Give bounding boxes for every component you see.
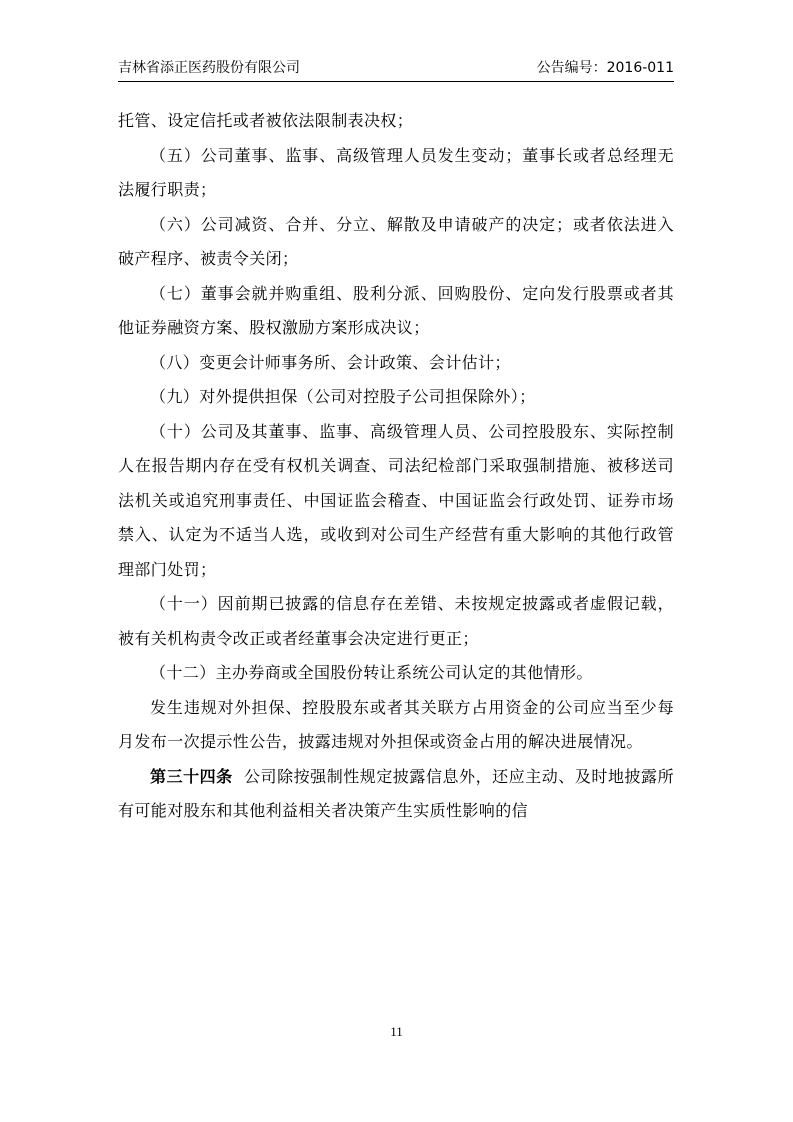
company-name: 吉林省添正医药股份有限公司 <box>118 60 300 76</box>
article-text: 公司除按强制性规定披露信息外，还应主动、及时地披露所有可能对股东和其他利益相关者决策产生实质性影响的信 <box>118 766 674 820</box>
paragraph-guarantee-disclosure: 发生违规对外担保、控股股东或者其关联方占用资金的公司应当至少每月发布一次提示性公告，披露违规对外担保或资金占用的解决进展情况。 <box>118 697 674 751</box>
article-heading: 第三十四条 <box>150 766 233 786</box>
notice-number: 公告编号：2016-011 <box>536 60 674 76</box>
list-item-12: （十二）主办券商或全国股份转让系统公司认定的其他情形。 <box>150 663 593 682</box>
header-divider <box>118 81 674 82</box>
list-item-9: （九）对外提供担保（公司对控股子公司担保除外）； <box>150 387 536 406</box>
document-body <box>118 104 674 829</box>
page-number: 11 <box>390 1024 403 1039</box>
list-item-10: （十）公司及其董事、监事、高级管理人员、公司控股股东、实际控制人在报告期内存在受有权机关调查、司法纪检部门采取强制措施、被移送司法机关或追究刑事责任、中国证监会稽查、中国证监会行政处罚、证券市场禁入、认定为不适当人选，或收到对公司生产经营有重大影响的其他行政管理部门处罚； <box>118 421 674 579</box>
page-header <box>118 56 674 80</box>
paragraph-continuation: 托管、设定信托或者被依法限制表决权； <box>118 111 414 130</box>
list-item-11: （十一）因前期已披露的信息存在差错、未按规定披露或者虚假记载，被有关机构责令改正或者经董事会决定进行更正； <box>118 594 674 648</box>
list-item-6: （六）公司减资、合并、分立、解散及申请破产的决定；或者依法进入破产程序、被责令关闭； <box>118 214 674 268</box>
article-34 <box>118 760 674 829</box>
list-item-8: （八）变更会计师事务所、会计政策、会计估计； <box>150 352 511 372</box>
list-item-7: （七）董事会就并购重组、股利分派、回购股份、定向发行股票或者其他证券融资方案、股权激励方案形成决议； <box>118 283 674 337</box>
list-item-5: （五）公司董事、监事、高级管理人员发生变动；董事长或者总经理无法履行职责； <box>118 145 674 199</box>
